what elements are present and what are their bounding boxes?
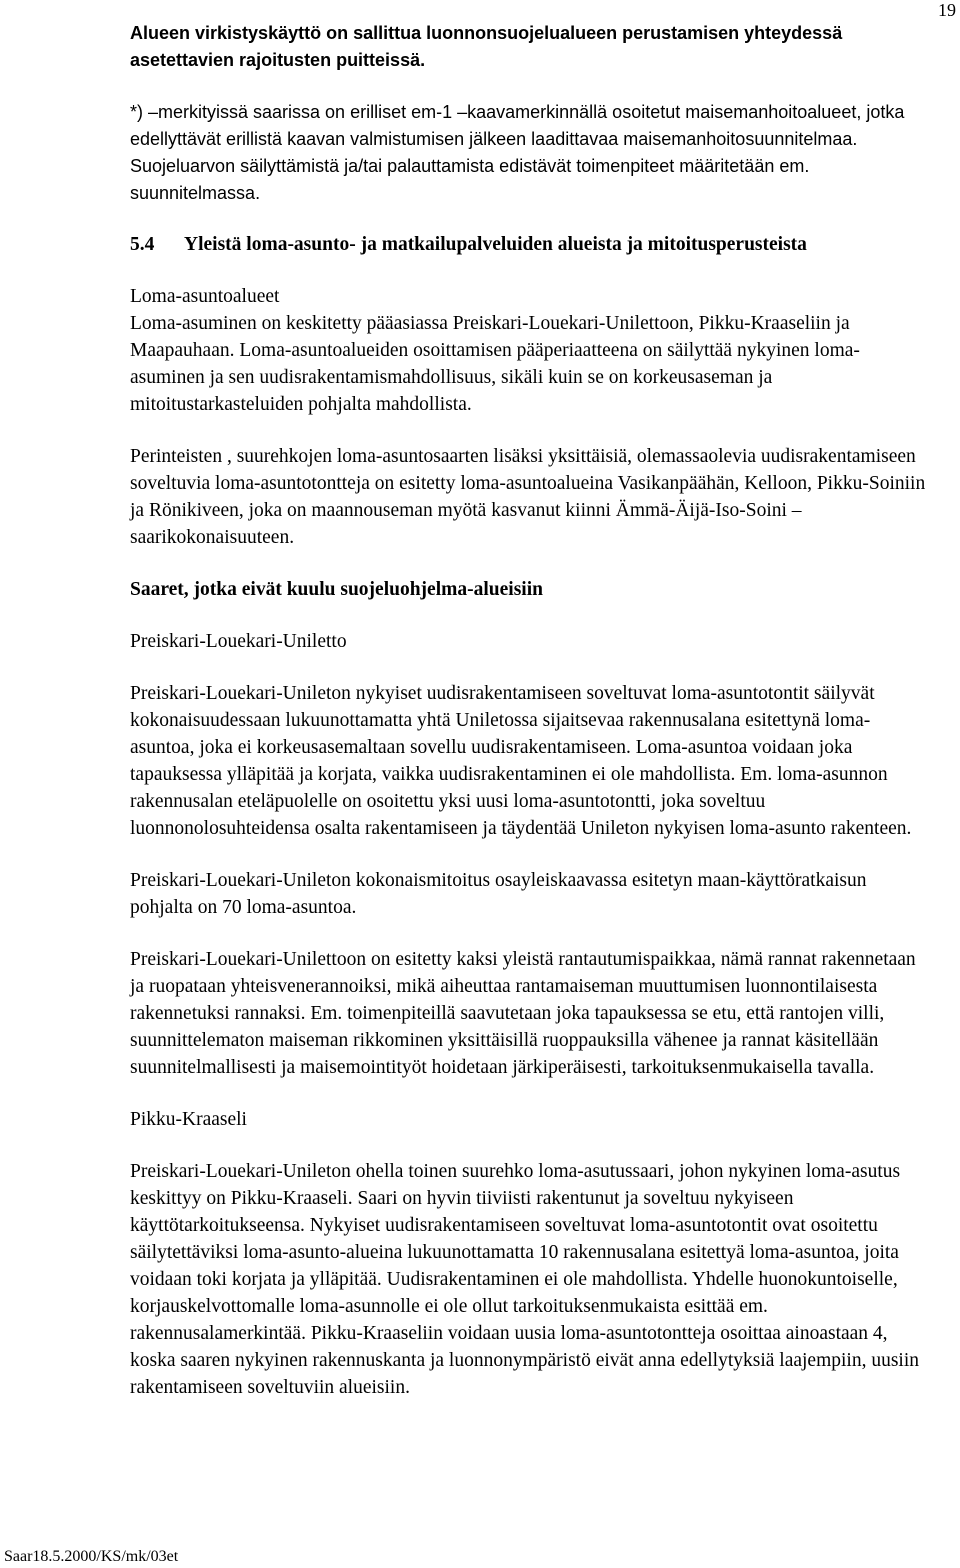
pikku-kraaseli-paragraph: Preiskari-Louekari-Unileton ohella toinen suurehko loma-asutussaari, johon nykyinen loma-asutus keskittyy on Pikku-Kraaseli. Saari on hyvin tiiviisti rakentunut ja soveltuu nykyiseen käyttötarkoitukseensa. Nykyiset uudisrakentamiseen soveltuvat loma-asuntotontit ovat osoitettu säilytettäviksi loma-asunto-alueina lukuunottamatta 10 rakennusalana esitettyä loma-asuntoa, joita voidaan toki korjata ja ylläpitää. Uudisrakentaminen ei ole mahdollista. Yhdelle huonokuntoiselle, korjauskelvottomalle loma-asunnolle ei ole ollut tarkoituksenmukaista esittää em. rakennusalamerkintää. Pikku-Kraaseliin voidaan uusia loma-asuntotontteja osoittaa ainoastaan 4, koska saaren nykyinen rakennuskanta ja luonnonympäristö eivät anna edellytyksiä laajempiin, uusiin rakentamiseen soveltuviin alueisiin. (130, 1161, 919, 1398)
saaret-heading: Saaret, jotka eivät kuulu suojeluohjelma-alueisiin (130, 579, 543, 600)
footnote-paragraph: *) –merkityissä saarissa on erilliset em-1 –kaavamerkinnällä osoitetut maisemanhoitoalueet, jotka edellyttävät erillistä kaavan valmistumisen jälkeen laadittavaa maisemanhoitosuunnitelmaa. Suojeluarvon säilyttämistä ja/tai palauttamista edistävät toimenpiteet määritetään em. suunnitelmassa. (130, 102, 905, 203)
preiskari-paragraph-3: Preiskari-Louekari-Unilettoon on esitetty kaksi yleistä rantautumispaikkaa, nämä rannat rakennetaan ja ruopataan yhteisvenerannoiksi, mikä aiheuttaa rantamaiseman muuttumisen luonnontilaisesta rakennetuksi rannaksi. Em. toimenpiteillä saavutetaan joka tapauksessa se etu, että rantojen villi, suunnittelematon maiseman rikkominen yksittäisillä ruoppauksilla vähenee ja rannat käsitellään suunnitelmallisesti ja maisemointityöt hoidetaan järkiperäisesti, tarkoituksenmukaisella tavalla. (130, 949, 916, 1078)
pikku-kraaseli-heading: Pikku-Kraaseli (130, 1109, 247, 1130)
section-number: 5.4 (130, 234, 155, 255)
loma-asuntoalueet-paragraph: Loma-asuminen on keskitetty pääasiassa Preiskari-Louekari-Unilettoon, Pikku-Kraaseliin ja Maapauhaan. Loma-asuntoalueiden osoittamisen pääperiaatteena on säilyttää nykyinen loma-asuminen ja sen uudisrakentamismahdollisuus, sikäli kuin se on korkeusaseman ja mitoitustarkasteluiden pohjalta mahdollista. (130, 313, 860, 415)
preiskari-paragraph-2: Preiskari-Louekari-Unileton kokonaismitoitus osayleiskaavassa esitetyn maan-käyttöratkaisun pohjalta on 70 loma-asuntoa. (130, 870, 867, 918)
document-body (130, 20, 930, 1426)
section-heading (130, 231, 930, 258)
preiskari-heading: Preiskari-Louekari-Uniletto (130, 631, 347, 652)
intro-bold-paragraph: Alueen virkistyskäyttö on sallittua luonnonsuojelualueen perustamisen yhteydessä asetettavien rajoitusten puitteissä. (130, 23, 843, 70)
page-number: 19 (938, 0, 956, 20)
loma-asuntoalueet-heading: Loma-asuntoalueet (130, 286, 280, 307)
perinteisten-paragraph: Perinteisten , suurehkojen loma-asuntosaarten lisäksi yksittäisiä, olemassaolevia uudisrakentamiseen soveltuvia loma-asuntotontteja on esitetty loma-asuntoalueina Vasikanpäähän, Kelloon, Pikku-Soiniin ja Rönikiveen, joka on maannouseman myötä kasvanut kiinni Ämmä-Äijä-Iso-Soini –saarikokonaisuuteen. (130, 446, 926, 548)
preiskari-paragraph-1: Preiskari-Louekari-Unileton nykyiset uudisrakentamiseen soveltuvat loma-asuntotontit säilyvät kokonaisuudessaan lukuunottamatta yhtä Uniletossa sijaitsevaa rakennusalana esitettynä loma-asuntoa, joka ei korkeusasemaltaan sovellu uudisrakentamiseen. Loma-asuntoa voidaan joka tapauksessa ylläpitää ja korjata, vaikka uudisrakentaminen ei ole mahdollista. Em. loma-asunnon rakennusalan eteläpuolelle on osoitettu yksi uusi loma-asuntotontti, joka soveltuu luonnonolosuhteidensa osalta rakentamiseen ja täydentää Unileton nykyisen loma-asunto rakenteen. (130, 683, 912, 839)
section-title: Yleistä loma-asunto- ja matkailupalveluiden alueista ja mitoitusperusteista (184, 234, 807, 255)
footer-reference: Saar18.5.2000/KS/mk/03et (4, 1548, 179, 1565)
